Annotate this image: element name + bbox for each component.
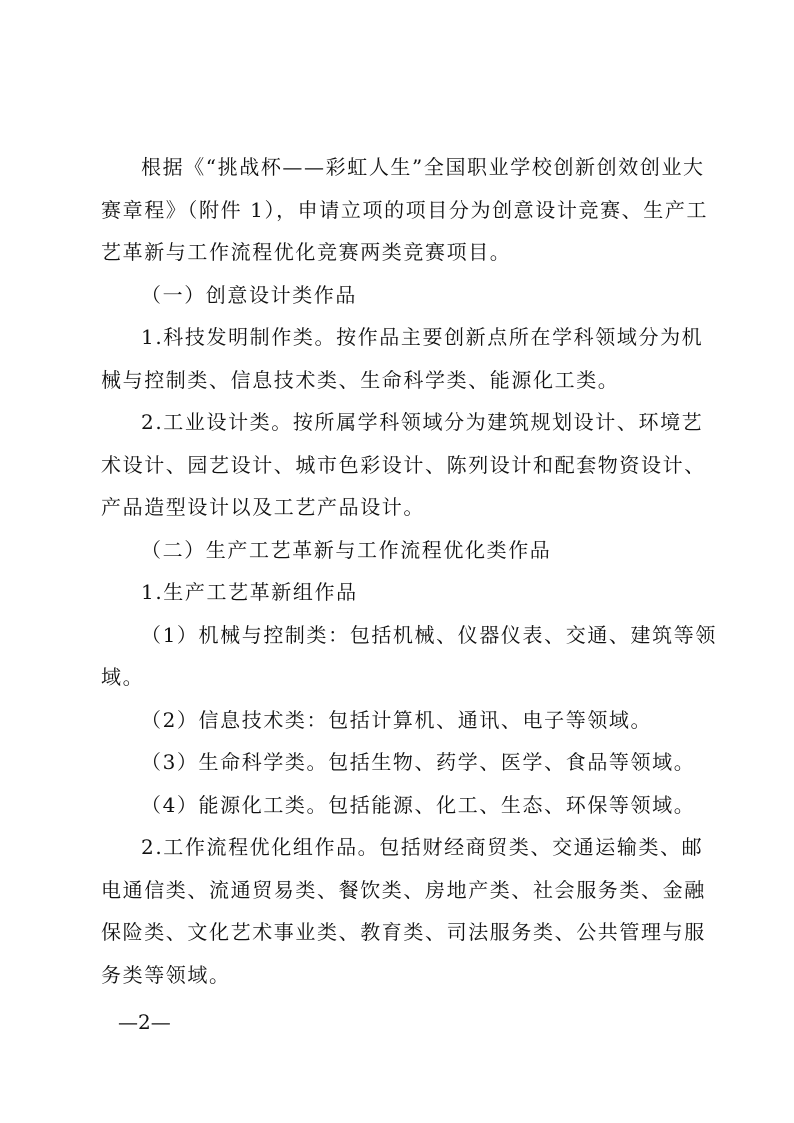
text-line: 务类等领域。 <box>101 962 231 987</box>
text-line: 艺革新与工作流程优化竞赛两类竞赛项目。 <box>101 240 512 264</box>
text-line: 械与控制类、信息技术类、生命科学类、能源化工类。 <box>101 367 620 392</box>
paragraph-info-tech <box>101 699 691 742</box>
paragraph-mechanics-control <box>101 614 717 699</box>
text-line: 保险类、文化艺术事业类、教育类、司法服务类、公共管理与服 <box>101 920 706 944</box>
document-body <box>101 146 717 996</box>
text-line: 1.科技发明制作类。按作品主要创新点所在学科领域分为机 <box>141 325 704 349</box>
section-heading-creative-design <box>101 274 691 317</box>
text-line: 产品造型设计以及工艺产品设计。 <box>101 495 425 519</box>
paragraph-process-innovation-group <box>101 571 691 614</box>
text-line: 1.生产工艺革新组作品 <box>141 580 358 604</box>
paragraph-workflow-optimization <box>101 826 706 996</box>
text-line: （一）创意设计类作品 <box>141 282 357 307</box>
text-line: （2）信息技术类：包括计算机、通讯、电子等领域。 <box>141 707 653 732</box>
text-line: 域。 <box>101 665 145 689</box>
text-line: 电通信类、流通贸易类、餐饮类、房地产类、社会服务类、金融 <box>101 877 706 902</box>
text-line: （4）能源化工类。包括能源、化工、生态、环保等领域。 <box>141 792 696 817</box>
text-line: （1）机械与控制类：包括机械、仪器仪表、交通、建筑等领 <box>141 622 717 647</box>
page-number: —2— <box>118 1010 171 1034</box>
text-line: 2.工业设计类。按所属学科领域分为建筑规划设计、环境艺 <box>141 410 704 434</box>
paragraph-life-science <box>101 741 696 784</box>
text-line: 赛章程》（附件 1），申请立项的项目分为创意设计竞赛、生产工 <box>101 197 709 222</box>
paragraph-tech-invention <box>101 316 704 401</box>
text-line: （二）生产工艺革新与工作流程优化类作品 <box>141 537 552 562</box>
paragraph-industrial-design <box>101 401 706 529</box>
paragraph-energy-chemical <box>101 784 696 827</box>
text-line: 根据《“挑战杯——彩虹人生”全国职业学校创新创效创业大 <box>141 155 705 179</box>
section-heading-process-innovation <box>101 529 691 572</box>
paragraph-intro <box>101 146 709 274</box>
text-line: （3）生命科学类。包括生物、药学、医学、食品等领域。 <box>141 750 696 774</box>
text-line: 2.工作流程优化组作品。包括财经商贸类、交通运输类、邮 <box>141 835 704 859</box>
text-line: 术设计、园艺设计、城市色彩设计、陈列设计和配套物资设计、 <box>101 452 706 477</box>
